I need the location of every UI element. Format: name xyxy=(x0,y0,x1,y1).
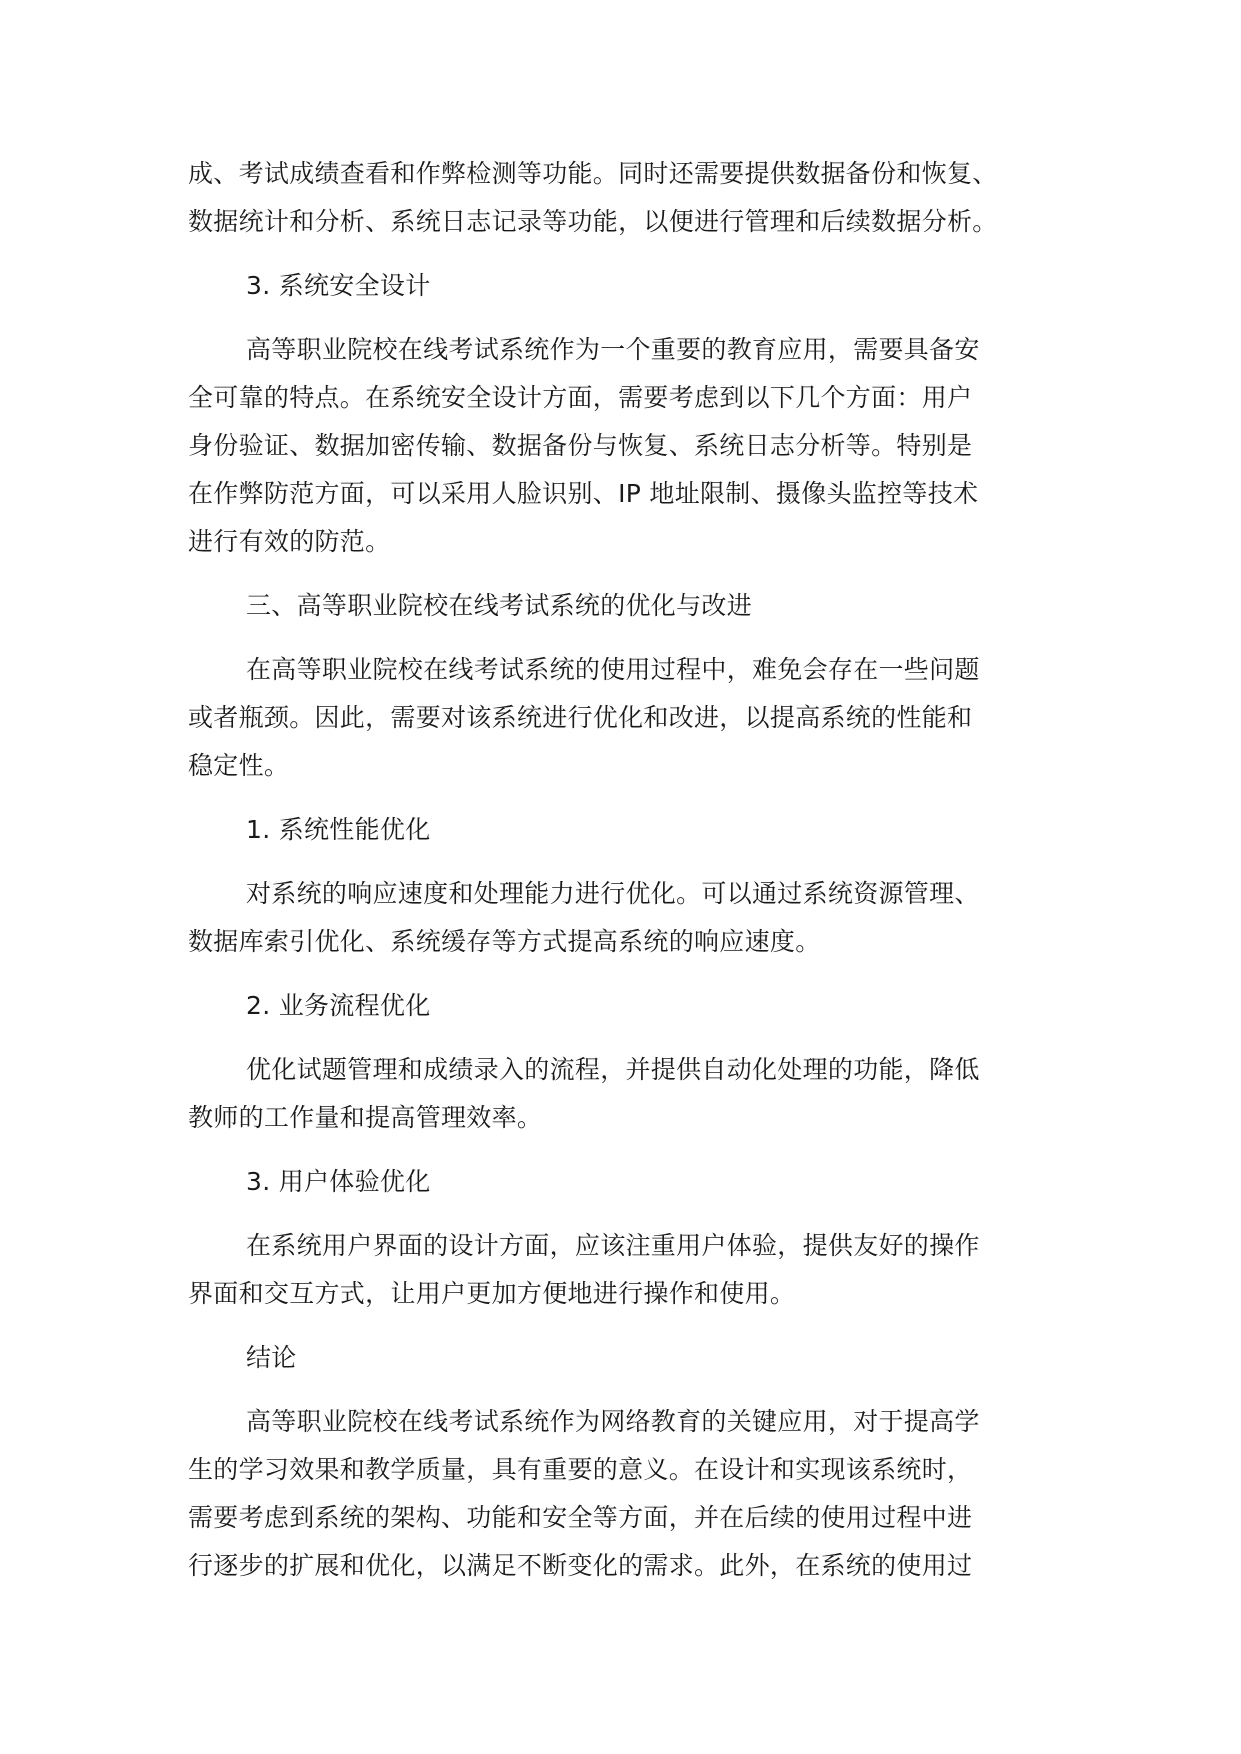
paragraph-user-experience xyxy=(188,1222,1058,1318)
paragraph-performance xyxy=(188,870,1058,966)
chapter-heading: 三、高等职业院校在线考试系统的优化与改进 xyxy=(246,591,753,620)
heading-business-process xyxy=(188,982,1058,1030)
text-line: 数据库索引优化、系统缓存等方式提高系统的响应速度。 xyxy=(188,927,821,956)
paragraph-conclusion xyxy=(188,1398,1058,1590)
text-line: 稳定性。 xyxy=(188,751,290,780)
text-line: 身份验证、数据加密传输、数据备份与恢复、系统日志分析等。特别是 xyxy=(188,431,973,460)
document-body xyxy=(188,150,1058,1606)
text-line: 行逐步的扩展和优化，以满足不断变化的需求。此外，在系统的使用过 xyxy=(188,1551,973,1580)
text-line: 需要考虑到系统的架构、功能和安全等方面，并在后续的使用过程中进 xyxy=(188,1503,973,1532)
text-line: 全可靠的特点。在系统安全设计方面，需要考虑到以下几个方面：用户 xyxy=(188,383,973,412)
heading-security-design xyxy=(188,262,1058,310)
paragraph-functions-continued xyxy=(188,150,1058,246)
section-heading: 3. 系统安全设计 xyxy=(246,271,431,300)
heading-optimization xyxy=(188,582,1058,630)
text-line: 在系统用户界面的设计方面，应该注重用户体验，提供友好的操作 xyxy=(246,1231,980,1260)
text-line: 教师的工作量和提高管理效率。 xyxy=(188,1103,543,1132)
paragraph-business-process xyxy=(188,1046,1058,1142)
text-line: 对系统的响应速度和处理能力进行优化。可以通过系统资源管理、 xyxy=(246,879,980,908)
text-line: 高等职业院校在线考试系统作为一个重要的教育应用，需要具备安 xyxy=(246,335,980,364)
text-line: 高等职业院校在线考试系统作为网络教育的关键应用，对于提高学 xyxy=(246,1407,980,1436)
heading-user-experience xyxy=(188,1158,1058,1206)
text-line: 或者瓶颈。因此，需要对该系统进行优化和改进，以提高系统的性能和 xyxy=(188,703,973,732)
text-line: 在作弊防范方面，可以采用人脸识别、IP 地址限制、摄像头监控等技术 xyxy=(188,479,979,508)
text-line: 进行有效的防范。 xyxy=(188,527,391,556)
text-line: 界面和交互方式，让用户更加方便地进行操作和使用。 xyxy=(188,1279,796,1308)
section-heading: 3. 用户体验优化 xyxy=(246,1167,431,1196)
paragraph-security xyxy=(188,326,1058,566)
text-line: 优化试题管理和成绩录入的流程，并提供自动化处理的功能，降低 xyxy=(246,1055,980,1084)
paragraph-optimization-intro xyxy=(188,646,1058,790)
section-heading: 结论 xyxy=(246,1343,297,1372)
text-line: 数据统计和分析、系统日志记录等功能，以便进行管理和后续数据分析。 xyxy=(188,207,998,236)
text-line: 生的学习效果和教学质量，具有重要的意义。在设计和实现该系统时， xyxy=(188,1455,973,1484)
heading-performance xyxy=(188,806,1058,854)
section-heading: 1. 系统性能优化 xyxy=(246,815,431,844)
section-heading: 2. 业务流程优化 xyxy=(246,991,431,1020)
text-line: 成、考试成绩查看和作弊检测等功能。同时还需要提供数据备份和恢复、 xyxy=(188,159,998,188)
heading-conclusion xyxy=(188,1334,1058,1382)
text-line: 在高等职业院校在线考试系统的使用过程中，难免会存在一些问题 xyxy=(246,655,980,684)
